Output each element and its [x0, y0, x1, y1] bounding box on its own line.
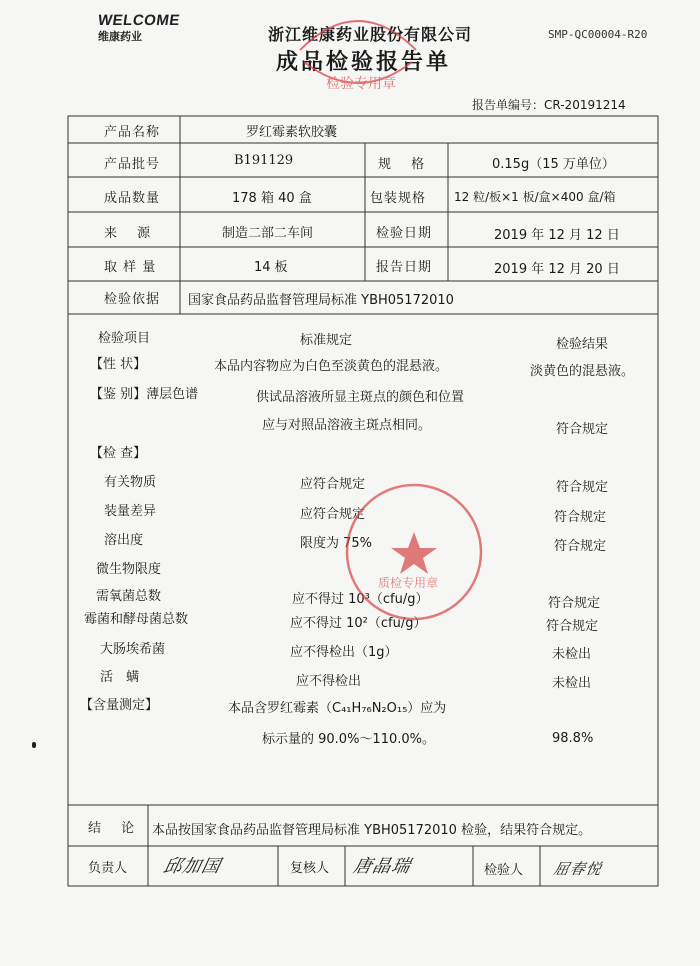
source-value: 制造二部二车间 [222, 226, 314, 241]
appearance-result: 淡黄色的混悬液。 [530, 364, 635, 379]
inspect-date-value: 2019 年 12 月 12 日 [494, 228, 620, 243]
ecoli-result: 未检出 [552, 647, 592, 662]
assay-standard-2: 标示量的 90.0%～110.0%。 [262, 732, 435, 747]
mold-yeast-result: 符合规定 [546, 619, 599, 634]
sample-label: 取 样 量 [104, 260, 157, 275]
document-code: SMP-QC00004-R20 [548, 28, 648, 41]
mold-yeast-label: 霉菌和酵母菌总数 [84, 612, 189, 627]
mite-label: 活 螨 [100, 670, 140, 685]
pack-label: 包装规格 [370, 191, 427, 206]
report-date-label: 报告日期 [376, 260, 433, 275]
source-label: 来 源 [104, 226, 152, 241]
ecoli-standard: 应不得检出（1g） [290, 645, 398, 660]
report-date-value: 2019 年 12 月 20 日 [494, 262, 620, 277]
spec-label: 规 格 [378, 157, 426, 172]
inspect-date-label: 检验日期 [376, 226, 433, 241]
col-item-header: 检验项目 [98, 331, 151, 346]
microbial-limit-label: 微生物限度 [96, 562, 162, 577]
company-logo-en: WELCOME [96, 12, 182, 29]
identification-standard-1: 供试品溶液所显主斑点的颜色和位置 [256, 390, 465, 405]
identification-standard-2: 应与对照品溶液主斑点相同。 [262, 418, 432, 433]
page-title: 成品检验报告单 [276, 49, 452, 75]
quantity-value: 178 箱 40 盒 [232, 191, 312, 206]
pack-value: 12 粒/板×1 板/盒×400 盒/箱 [454, 190, 616, 204]
top-stamp-text: 检验专用章 [326, 76, 396, 92]
product-name-value: 罗红霉素软胶囊 [246, 125, 338, 140]
mite-standard: 应不得检出 [296, 674, 362, 689]
related-substances-standard: 应符合规定 [300, 477, 366, 492]
inspector-label: 检验人 [484, 863, 524, 878]
conclusion-label: 结 论 [88, 821, 136, 836]
assay-label: 【含量测定】 [80, 698, 159, 713]
product-name-label: 产品名称 [104, 125, 161, 140]
reviewer-label: 复核人 [290, 861, 330, 876]
dissolution-standard: 限度为 75% [300, 536, 373, 551]
basis-value: 国家食品药品监督管理局标准 YBH05172010 [188, 293, 454, 308]
aerobic-count-result: 符合规定 [548, 596, 601, 611]
batch-value: B191129 [234, 153, 294, 168]
dissolution-label: 溶出度 [104, 533, 144, 548]
sample-value: 14 板 [254, 260, 288, 275]
ecoli-label: 大肠埃希菌 [100, 642, 166, 657]
tests-section-label: 【检 查】 [90, 446, 147, 461]
responsible-person-label: 负责人 [88, 861, 128, 876]
reviewer-signature: 唐晶瑞 [351, 856, 413, 877]
company-name: 浙江维康药业股份有限公司 [268, 25, 473, 44]
appearance-label: 【性 状】 [90, 357, 147, 372]
related-substances-result: 符合规定 [556, 480, 609, 495]
aerobic-count-label: 需氧菌总数 [96, 589, 162, 604]
related-substances-label: 有关物质 [104, 475, 157, 490]
fill-variation-label: 装量差异 [104, 504, 157, 519]
col-standard-header: 标准规定 [300, 333, 353, 348]
mite-result: 未检出 [552, 676, 592, 691]
fill-variation-standard: 应符合规定 [300, 507, 366, 522]
dissolution-result: 符合规定 [554, 539, 607, 554]
conclusion-text: 本品按国家食品药品监督管理局标准 YBH05172010 检验，结果符合规定。 [152, 823, 592, 838]
mold-yeast-standard: 应不得过 10²（cfu/g） [290, 616, 427, 631]
aerobic-count-standard: 应不得过 10³（cfu/g） [292, 592, 429, 607]
batch-label: 产品批号 [104, 157, 161, 172]
spec-value: 0.15g（15 万单位） [492, 157, 615, 172]
appearance-standard: 本品内容物应为白色至淡黄色的混悬液。 [214, 359, 449, 374]
inspector-signature: 屈春悦 [551, 860, 604, 878]
company-logo-cn: 维康药业 [98, 30, 142, 43]
basis-label: 检验依据 [104, 292, 161, 307]
identification-result: 符合规定 [556, 422, 609, 437]
quantity-label: 成品数量 [104, 191, 161, 206]
fill-variation-result: 符合规定 [554, 510, 607, 525]
quality-stamp-text: 质检专用章 [378, 576, 439, 590]
margin-mark [32, 742, 36, 748]
identification-label: 【鉴 别】薄层色谱 [90, 387, 199, 402]
responsible-person-signature: 邱加国 [161, 856, 223, 877]
assay-standard-1: 本品含罗红霉素（C₄₁H₇₆N₂O₁₅）应为 [228, 701, 447, 716]
col-result-header: 检验结果 [556, 337, 609, 352]
assay-result: 98.8% [552, 731, 594, 746]
report-number: 报告单编号：CR-20191214 [472, 98, 626, 112]
